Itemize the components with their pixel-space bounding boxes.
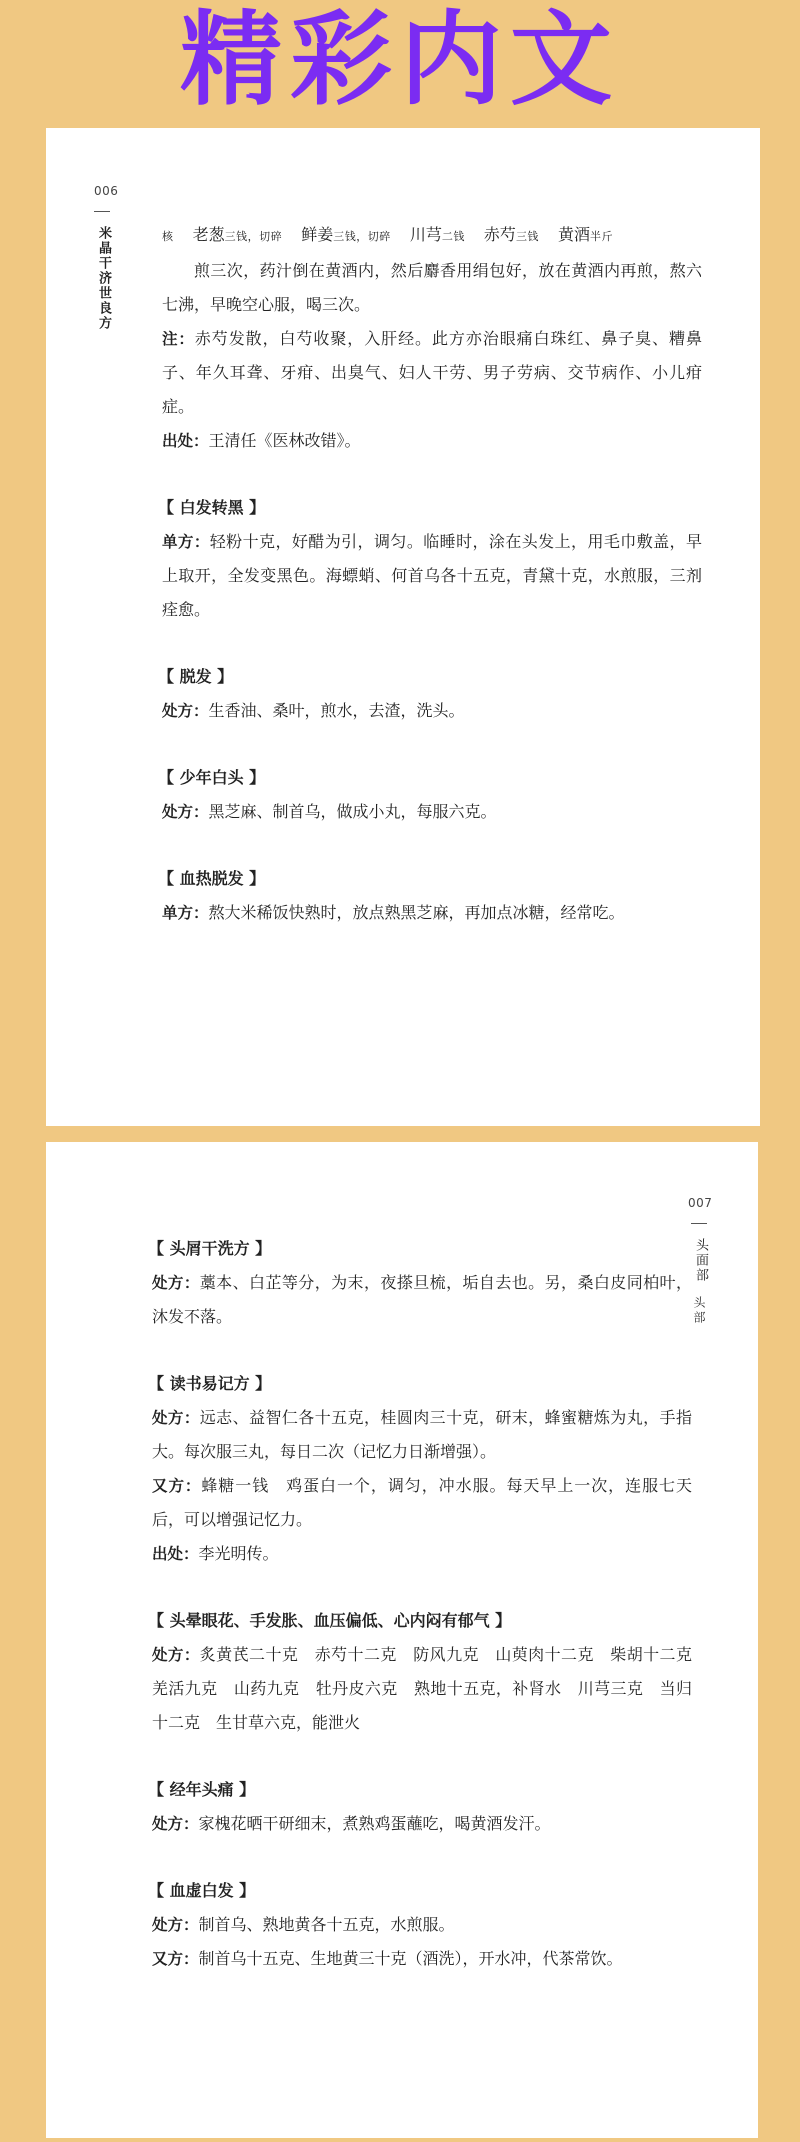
remedy-line: 处方：家槐花晒干研细末，煮熟鸡蛋蘸吃，喝黄酒发汗。 [152, 1814, 551, 1833]
source-line: 出处：王清任《医林改错》。 [162, 431, 361, 450]
page-number-dash [691, 1223, 707, 1224]
method-text: 煎三次，药汁倒在黄酒内，然后麝香用绢包好，放在黄酒内再煎，熬六七沸，早晚空心服，喝三次。 [162, 261, 702, 314]
banner-title: 精彩内文 [180, 1, 620, 120]
running-title: 头面部 [693, 1238, 708, 1283]
remedy-line: 单方：熬大米稀饭快熟时，放点熟黑芝麻，再加点冰糖，经常吃。 [162, 903, 625, 922]
book-page-006 [46, 128, 760, 1126]
ingredient-line: 核 老葱三钱，切碎 鲜姜三钱，切碎 川芎二钱 赤芍三钱 黄酒半斤 [162, 225, 614, 244]
running-subtitle: 头部 [692, 1296, 706, 1326]
section-title: 【 脱发 】 [158, 667, 234, 686]
remedy-line: 处方：炙黄芪二十克 赤芍十二克 防风九克 山萸肉十二克 柴胡十二克 羌活九克 山药九克 牡丹皮六克 熟地十五克，补肾水 川芎三克 当归十二克 生甘草六克，能泄火 [152, 1645, 708, 1732]
banner [0, 0, 800, 122]
remedy-line: 又方：制首乌十五克、生地黄三十克（酒洗），开水冲，代茶常饮。 [152, 1949, 623, 1968]
section-title: 【 白发转黑 】 [158, 498, 266, 517]
page-content [158, 218, 702, 930]
section-title: 【 少年白头 】 [158, 768, 266, 787]
remedy-line: 处方：制首乌、熟地黄各十五克，水煎服。 [152, 1915, 455, 1934]
note-line: 注：赤芍发散，白芍收聚，入肝经。此方亦治眼痛白珠红、鼻子臭、糟鼻子、年久耳聋、牙疳、出臭气、妇人干劳、男子劳病、交节病作、小儿疳症。 [162, 329, 702, 416]
page-number-dash [94, 211, 110, 212]
section-title: 【 血虚白发 】 [148, 1881, 256, 1900]
remedy-line: 处方：黑芝麻、制首乌，做成小丸，每服六克。 [162, 802, 497, 821]
remedy-line: 单方：轻粉十克，好醋为引，调匀。临睡时，涂在头发上，用毛巾敷盖，早上取开，全发变黑色。海螵蛸、何首乌各十五克，青黛十克，水煎服，三剂痊愈。 [162, 532, 702, 619]
remedy-line: 处方：远志、益智仁各十五克，桂圆肉三十克，研末，蜂蜜糖炼为丸，手指大。每次服三丸，每日二次（记忆力日渐增强）。 [152, 1408, 692, 1461]
section-title: 【 血热脱发 】 [158, 869, 266, 888]
page-number: 006 [94, 184, 119, 198]
section-title: 【 头晕眼花、手发胀、血压偏低、心内闷有郁气 】 [148, 1611, 512, 1630]
remedy-line: 处方：生香油、桑叶，煎水，去渣，洗头。 [162, 701, 465, 720]
remedy-line: 又方：蜂糖一钱 鸡蛋白一个，调匀，冲水服。每天早上一次，连服七天后，可以增强记忆力。 [152, 1476, 692, 1529]
remedy-line: 处方：藁本、白芷等分，为末，夜搽旦梳，垢自去也。另，桑白皮同柏叶，沐发不落。 [152, 1273, 692, 1326]
running-title: 米晶干济世良方 [96, 226, 111, 331]
book-page-007 [46, 1142, 758, 2138]
section-title: 【 经年头痛 】 [148, 1780, 256, 1799]
section-title: 【 头屑干洗方 】 [148, 1239, 272, 1258]
page-number: 007 [688, 1196, 713, 1210]
remedy-line: 出处：李光明传。 [152, 1544, 279, 1563]
section-title: 【 读书易记方 】 [148, 1374, 272, 1393]
